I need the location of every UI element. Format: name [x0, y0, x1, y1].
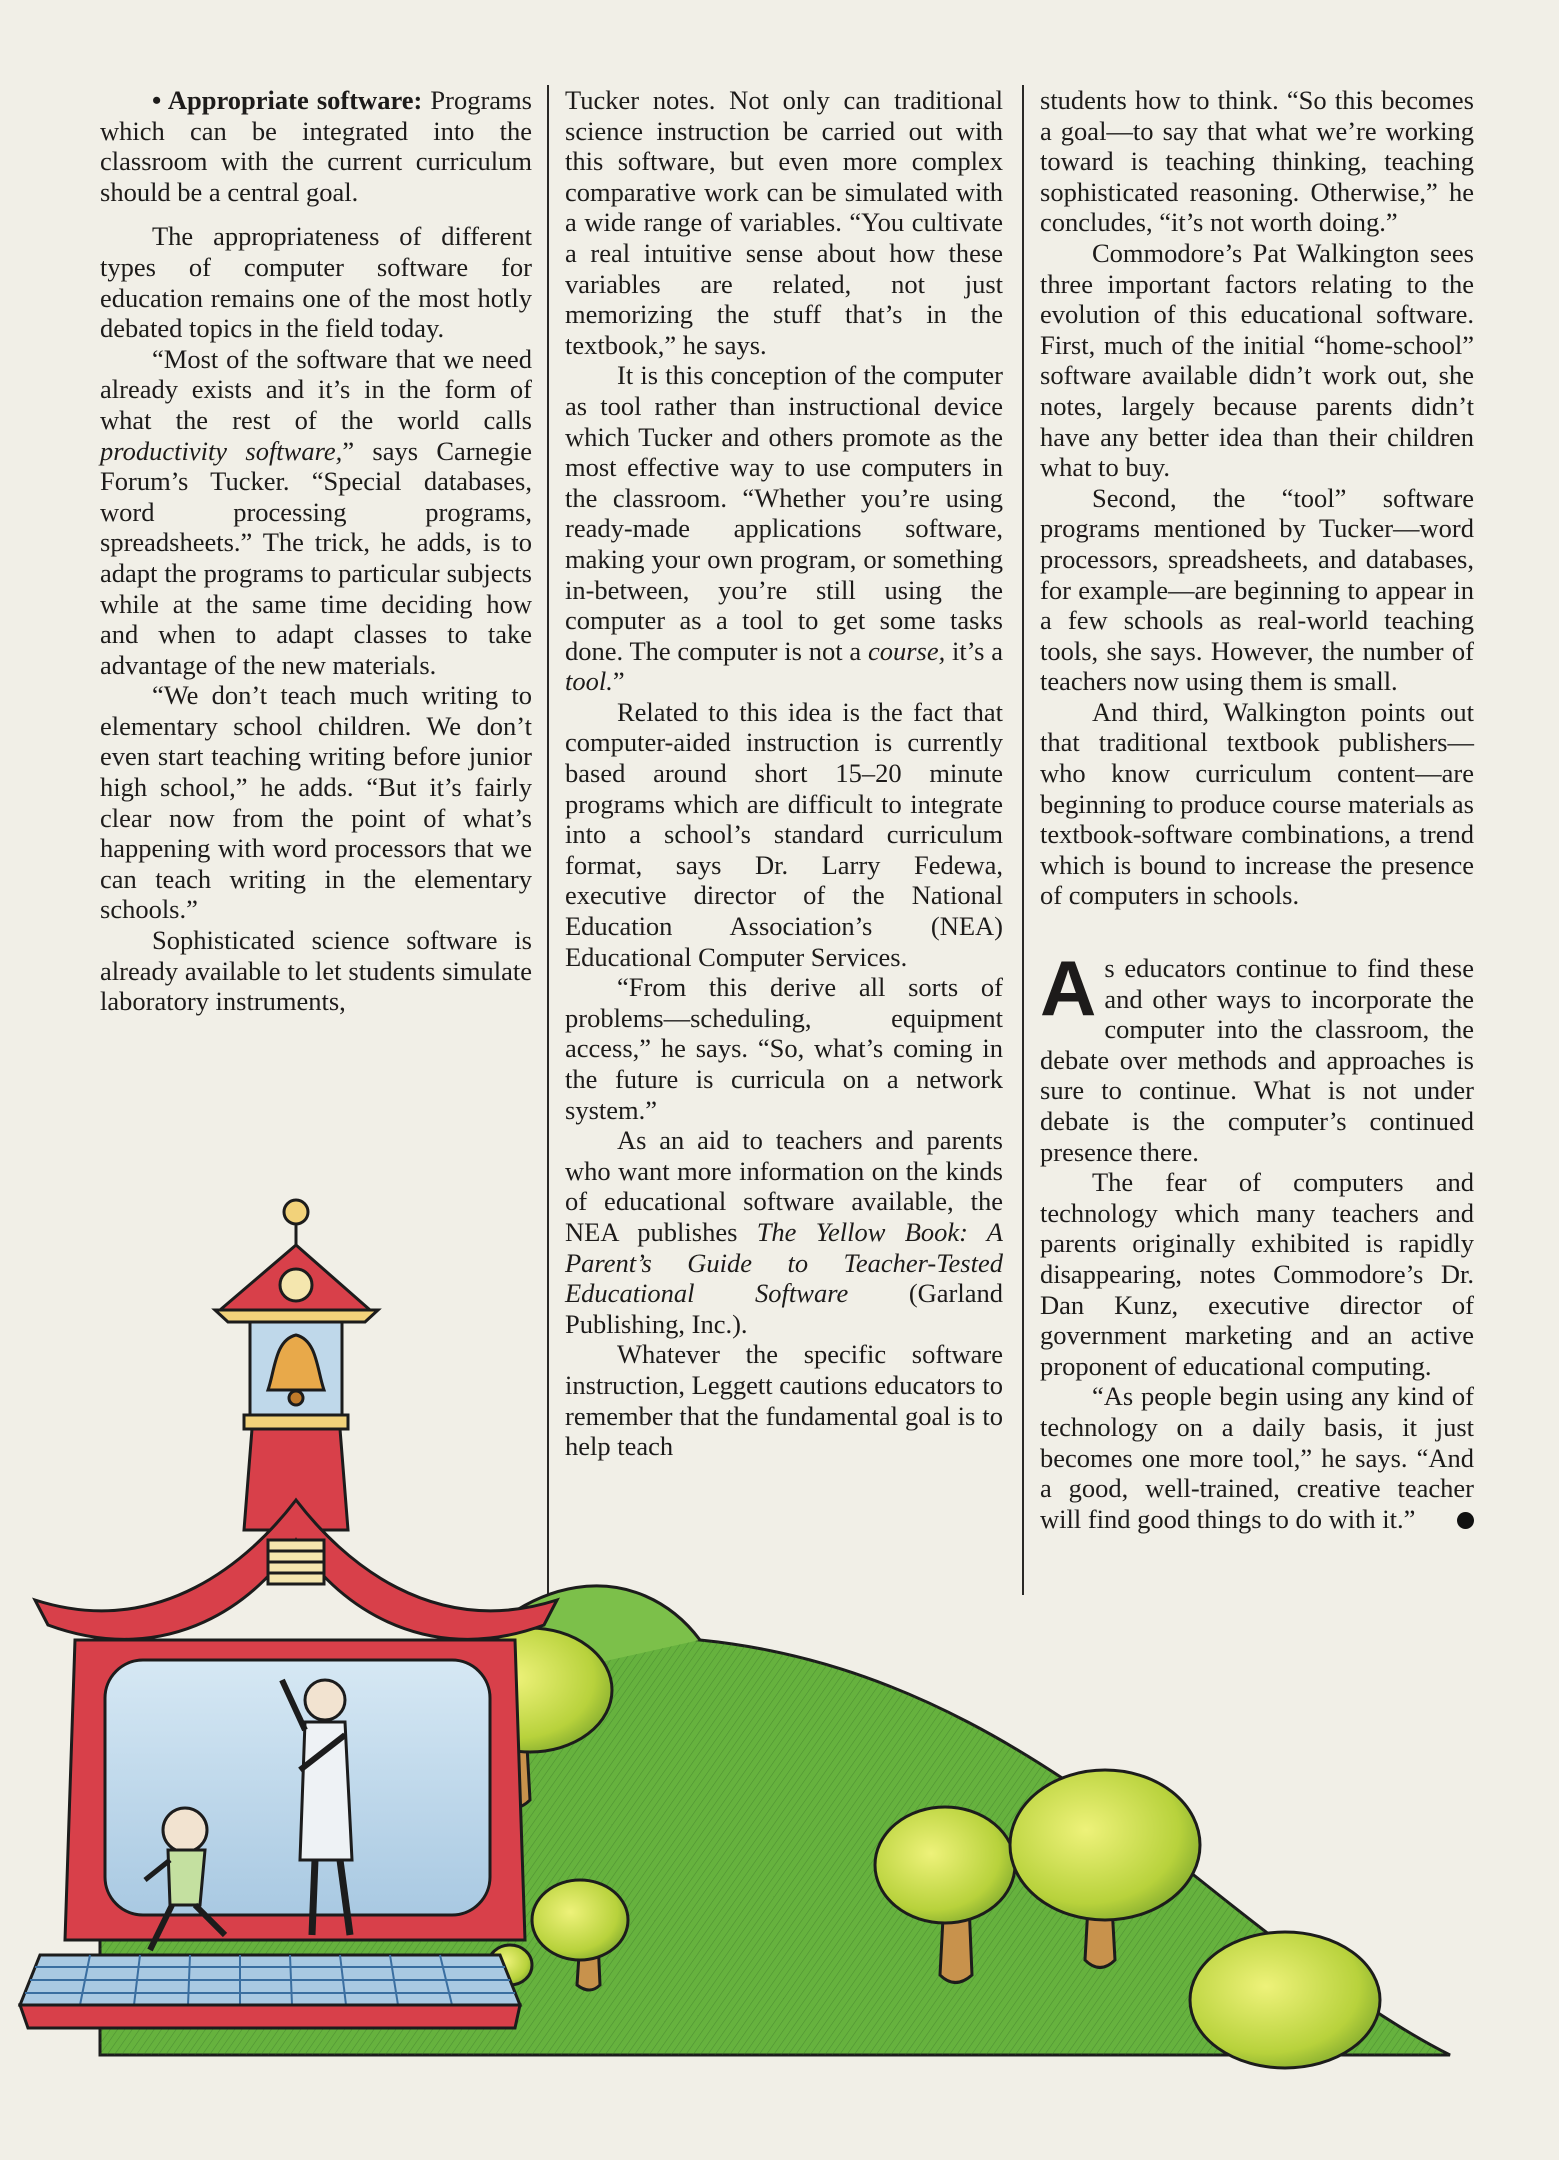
column-divider	[1022, 85, 1024, 1595]
paragraph: Related to this idea is the fact that computer-aided instruction is currently based around short 15–20 minute programs which are difficult to integrate into a school’s standard curriculum format, says Dr. Larry Fedewa, executive director of the National Education Association’s (NEA) Educational Computer Services.	[565, 696, 1003, 972]
paragraph: Sophisticated science software is already available to let students simulate laboratory instruments,	[100, 925, 532, 1017]
paragraph: The fear of computers and technology which many teachers and parents originally exhibited is rapidly disappearing, notes Commodore’s Dr. Dan Kunz, executive director of government marketing and an active proponent of educational computing.	[1040, 1167, 1474, 1381]
paragraph: “Most of the software that we need already exists and it’s in the form of what the rest of the world calls productivity software,” says Carnegie Forum’s Tucker. “Special databases, word processing programs, spreadsheets.” The trick, he adds, is to adapt the programs to particular subjects while at the same time deciding how and when to adapt classes to take advantage of the new materials.	[100, 343, 532, 680]
paragraph: The appropriateness of different types of computer software for education remains one of the most hotly debated topics in the field today.	[100, 221, 532, 344]
paragraph: “As people begin using any kind of technology on a daily basis, it just becomes one more tool,” he says. “And a good, well-trained, creative teacher will find good things to do with it.”	[1040, 1381, 1474, 1534]
paragraph: Whatever the specific software instruction, Leggett cautions educators to remember that the fundamental goal is to help teach	[565, 1339, 1003, 1462]
schoolhouse-computer	[20, 1200, 557, 2028]
paragraph: Second, the “tool” software programs mentioned by Tucker—word processors, spreadsheets, and databases, for example—are beginning to appear in a few schools as real-world teaching tools, she says. However, the number of teachers now using them is small.	[1040, 482, 1474, 697]
paragraph-dropcap: As educators continue to find these and other ways to incorporate the computer into the classroom, the debate over methods and approaches is sure to continue. What is not under debate is the computer’s continued presence there.	[1040, 944, 1474, 1167]
subhead-appropriate-software: • Appropriate software:	[152, 85, 423, 115]
paragraph: As an aid to teachers and parents who want more information on the kinds of educational software available, the NEA publishes The Yellow Book: A Parent’s Guide to Teacher-Tested Educational Software (Garland Publishing, Inc.).	[565, 1125, 1003, 1339]
paragraph: • Appropriate software: Programs which can be integrated into the classroom with the current curriculum should be a central goal.	[100, 85, 532, 207]
paragraph: It is this conception of the computer as tool rather than instructional device which Tucker and others promote as the most effective way to use computers in the classroom. “Whether you’re using ready-made applications software, making your own program, or something in-between, you’re still using the computer as a tool to get some tasks done. The computer is not a course, it’s a tool.”	[565, 360, 1003, 697]
paragraph: And third, Walkington points out that traditional textbook publishers—who know curriculum content—are beginning to produce course materials as textbook-software combinations, a trend which is bound to increase the presence of computers in schools.	[1040, 696, 1474, 911]
paragraph: Commodore’s Pat Walkington sees three important factors relating to the evolution of this educational software. First, much of the initial “home-school” software available didn’t work out, she notes, largely because parents didn’t have any better idea than their children what to buy.	[1040, 237, 1474, 483]
paragraph: students how to think. “So this becomes a goal—to say that what we’re working toward is teaching thinking, teaching sophisticated reasoning. Otherwise,” he concludes, “it’s not worth doing.”	[1040, 85, 1474, 238]
drop-cap: A	[1040, 944, 1097, 1033]
article-column-3	[1040, 85, 1474, 1534]
column-divider	[547, 85, 549, 1595]
article-column-1	[100, 85, 532, 1017]
article-column-2	[565, 85, 1003, 1462]
end-of-article-mark	[1457, 1512, 1474, 1529]
trees	[448, 1628, 1380, 2068]
paragraph: Tucker notes. Not only can traditional science instruction be carried out with this software, but even more complex comparative work can be simulated with a wide range of variables. “You cultivate a real intuitive sense about how these variables are related, not just memorizing the stuff that’s in the textbook,” he says.	[565, 85, 1003, 360]
green-hills	[100, 1586, 1450, 2055]
paragraph: “We don’t teach much writing to elementary school children. We don’t even start teaching writing before junior high school,” he adds. “But it’s fairly clear now from the point of what’s happening with word processors that we can teach writing in the elementary schools.”	[100, 680, 532, 925]
paragraph: “From this derive all sorts of problems—scheduling, equipment access,” he says. “So, what’s coming in the future is curricula on a network system.”	[565, 972, 1003, 1125]
